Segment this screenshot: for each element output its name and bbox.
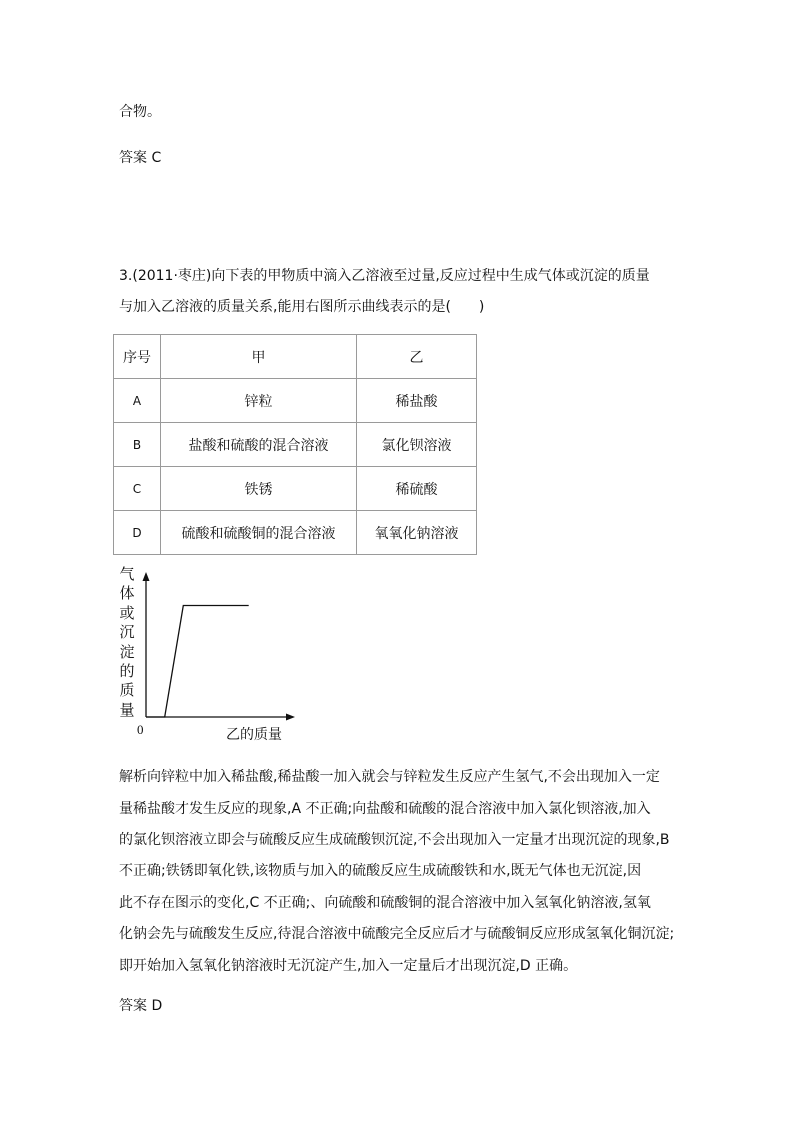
chart-origin-label: 0	[137, 722, 144, 737]
table-cell: 锌粒	[161, 379, 357, 423]
table-cell: C	[114, 467, 161, 511]
mass-chart	[110, 562, 310, 742]
table-header-cell: 甲	[161, 335, 357, 379]
table-cell: 盐酸和硫酸的混合溶液	[161, 423, 357, 467]
table-cell: D	[114, 511, 161, 555]
y-axis-arrow	[143, 572, 150, 581]
chart-y-axis-label: 气体或沉淀的质量	[119, 565, 135, 719]
table-header-row	[114, 335, 477, 379]
table-row	[114, 467, 477, 511]
x-axis-arrow	[286, 714, 295, 721]
table-cell: 铁锈	[161, 467, 357, 511]
table-row	[114, 423, 477, 467]
series-layer	[146, 606, 249, 718]
table-header-cell: 乙	[357, 335, 477, 379]
answer-current: 答案 D	[119, 998, 163, 1014]
text-line-continuation: 合物。	[119, 104, 161, 120]
table-cell: 稀盐酸	[357, 379, 477, 423]
chart-x-axis-label: 乙的质量	[226, 727, 282, 742]
table-row	[114, 511, 477, 555]
analysis-line: 不正确;铁锈即氧化铁,该物质与加入的硫酸反应生成硫酸铁和水,既无气体也无沉淀,因	[119, 863, 642, 879]
answer-previous: 答案 C	[119, 150, 162, 166]
table-row	[114, 379, 477, 423]
table-cell: B	[114, 423, 161, 467]
table-cell: 氧氧化钠溶液	[357, 511, 477, 555]
question-line-1: 3.(2011·枣庄)向下表的甲物质中滴入乙溶液至过量,反应过程中生成气体或沉淀的质量	[119, 268, 650, 284]
analysis-line: 量稀盐酸才发生反应的现象,A 不正确;向盐酸和硫酸的混合溶液中加入氯化钡溶液,加入	[119, 801, 651, 817]
analysis-line: 的氯化钡溶液立即会与硫酸反应生成硫酸钡沉淀,不会出现加入一定量才出现沉淀的现象,B	[119, 832, 670, 848]
table-cell: A	[114, 379, 161, 423]
table-header-cell: 序号	[114, 335, 161, 379]
table-cell: 稀硫酸	[357, 467, 477, 511]
question-line-2: 与加入乙溶液的质量关系,能用右图所示曲线表示的是( )	[119, 299, 485, 315]
analysis-line: 即开始加入氢氧化钠溶液时无沉淀产生,加入一定量后才出现沉淀,D 正确。	[119, 958, 578, 974]
table-cell: 氯化钡溶液	[357, 423, 477, 467]
table-cell: 硫酸和硫酸铜的混合溶液	[161, 511, 357, 555]
options-table	[113, 334, 477, 555]
analysis-line: 此不存在图示的变化,C 不正确;、向硫酸和硫酸铜的混合溶液中加入氢氧化钠溶液,氢氧	[119, 895, 651, 911]
series-line-0	[146, 606, 249, 718]
analysis-line: 解析向锌粒中加入稀盐酸,稀盐酸一加入就会与锌粒发生反应产生氢气,不会出现加入一定	[119, 769, 660, 785]
analysis-line: 化钠会先与硫酸发生反应,待混合溶液中硫酸完全反应后才与硫酸铜反应形成氢氧化铜沉淀;	[119, 926, 675, 942]
